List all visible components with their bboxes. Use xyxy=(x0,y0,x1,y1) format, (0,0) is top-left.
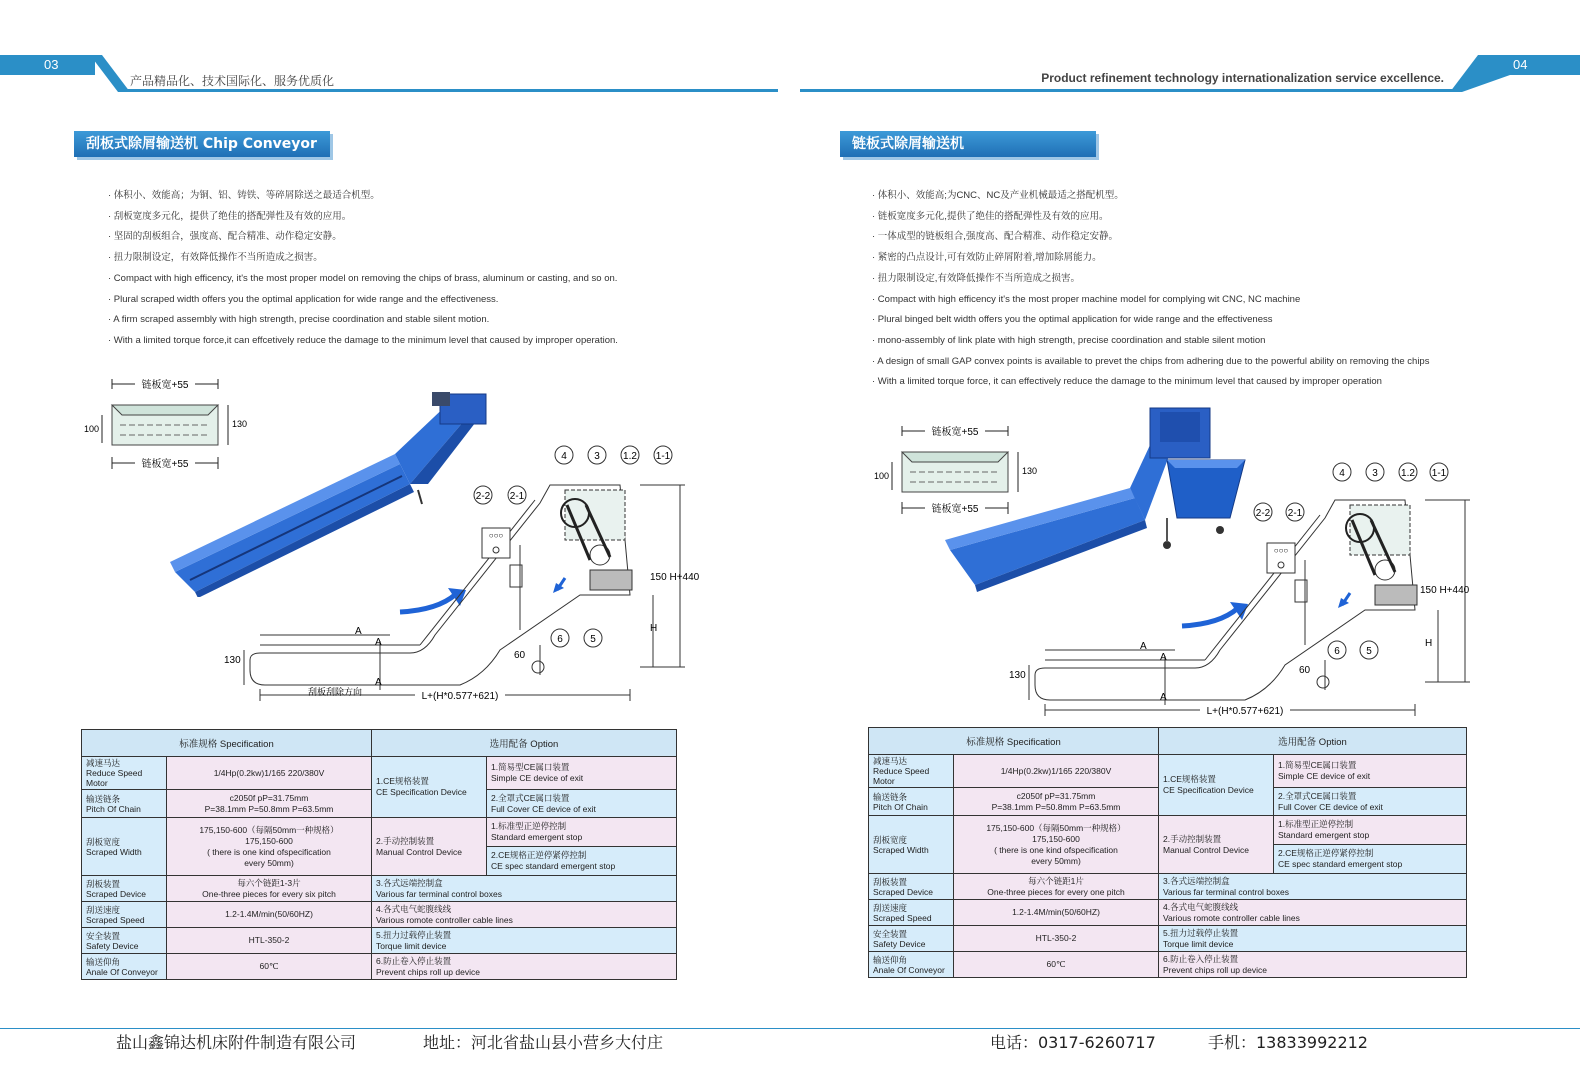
list-item: · 刮板宽度多元化，提供了绝佳的搭配弹性及有效的应用。 xyxy=(108,210,352,222)
dim-a-label: A xyxy=(375,677,382,688)
option-group: 1.CE规格装置 CE Specification Device xyxy=(1159,755,1274,816)
option-item: 4.各式电气蛇腹线线 Various romote controller cable lines xyxy=(1159,900,1467,926)
list-item: · With a limited torque force,it can effcetively reduce the damage to the minimum level that caused by improper operation. xyxy=(108,334,618,346)
table-cell: 1/4Hp(0.2kw)1/165 220/380V xyxy=(954,755,1159,788)
callout-label: 2-2 xyxy=(475,491,491,502)
left-section-title: 刮板式除屑输送机 Chip Conveyor xyxy=(74,131,330,157)
table-row-label: 输送仰角 Anale Of Conveyor xyxy=(869,952,954,978)
table-cell: 1.2-1.4M/min(50/60HZ) xyxy=(167,902,372,928)
callout-label: 5 xyxy=(590,634,596,645)
list-item: · 一体成型的链板组合,强度高、配合精准、动作稳定安静。 xyxy=(872,231,1118,243)
dim-150-label: 150 H+440 xyxy=(1420,585,1470,596)
dim-a-label: A xyxy=(1160,692,1167,703)
table-row-label: 刮板宽度 Scraped Width xyxy=(869,816,954,874)
option-item: 1.简易型CE属口装置 Simple CE device of exit xyxy=(1274,755,1467,788)
option-item: 4.各式电气蛇腹线线 Various romote controller cable lines xyxy=(372,902,677,928)
table-row-label: 刮送速度 Scraped Speed xyxy=(869,900,954,926)
list-item: · Plural binged belt width offers you the optimal application for wide range and the effectiveness xyxy=(872,314,1273,326)
table-cell: HTL-350-2 xyxy=(954,926,1159,952)
svg-text:○○○: ○○○ xyxy=(488,531,504,540)
option-item: 6.防止卷入停止装置 Prevent chips roll up device xyxy=(1159,952,1467,978)
svg-text:○○○: ○○○ xyxy=(1273,546,1289,555)
callout-label: 1-1 xyxy=(1431,468,1447,479)
callout-label: 1.2 xyxy=(623,451,637,462)
footer-address: 地址：河北省盐山县小营乡大付庄 xyxy=(423,1033,664,1052)
list-item: · Plural scraped width offers you the optimal application for wide range and the effectiveness. xyxy=(108,293,499,305)
dim-a-label: A xyxy=(355,626,362,637)
table-cell: c2050f pP=31.75mm P=38.1mm P=50.8mm P=63.5mm xyxy=(167,790,372,818)
dim-130-label: 130 xyxy=(1022,466,1038,476)
footer-mobile: 手机：13833992212 xyxy=(1208,1033,1368,1052)
table-cell: 60℃ xyxy=(954,952,1159,978)
page-number-left: 03 xyxy=(44,57,59,72)
list-item: · A firm scraped assembly with high strength, precise coordination and stable silent motion. xyxy=(108,314,490,326)
table-cell: 每六个链距1片 One-three pieces for every one pitch xyxy=(954,874,1159,900)
list-item: · 体积小、效能高;为CNC、NC及产业机械最适之搭配机型。 xyxy=(872,190,1124,201)
table-row-label: 刮板宽度 Scraped Width xyxy=(82,818,167,876)
option-item: 2.CE规格正逆停紧停控制 CE spec standard emergent stop xyxy=(1274,845,1466,873)
callout-label: 4 xyxy=(1339,468,1345,479)
option-item: 1.标准型正逆停控制 Standard emergent stop xyxy=(487,818,676,847)
dim-100-label: 100 xyxy=(84,424,100,434)
header-slant-left xyxy=(60,55,130,93)
scrape-direction-label: 刮板刮除方向 xyxy=(308,687,363,697)
option-group: 1.CE规格装置 CE Specification Device xyxy=(372,757,487,818)
option-item: 5.扭力过载停止装置 Torque limit device xyxy=(372,928,677,954)
header-slant-right xyxy=(1450,55,1510,93)
table-cell: 1.2-1.4M/min(50/60HZ) xyxy=(954,900,1159,926)
right-feature-list xyxy=(872,186,1429,393)
callout-label: 3 xyxy=(594,451,600,462)
table-row-label: 减速马达 Reduce Speed Motor xyxy=(82,757,167,790)
table-row-label: 减速马达 Reduce Speed Motor xyxy=(869,755,954,788)
list-item: · Compact with high efficency, it's the most proper model on removing the chips of brass, aluminum or casting, and so on. xyxy=(108,272,618,284)
left-technical-drawing xyxy=(220,445,705,710)
option-item: 3.各式远端控制盒 Various far terminal control boxes xyxy=(372,876,677,902)
dim-60-label: 60 xyxy=(514,650,526,661)
option-header: 选用配备 Option xyxy=(372,730,677,757)
list-item: · With a limited torque force, it can effectively reduce the damage to the minimum level that caused by improper operation xyxy=(872,376,1382,388)
table-cell: 1/4Hp(0.2kw)1/165 220/380V xyxy=(167,757,372,790)
dim-130-label: 130 xyxy=(1009,670,1026,681)
width-top-label: 链板宽+55 xyxy=(931,427,979,438)
option-item: 1.简易型CE属口装置 Simple CE device of exit xyxy=(487,757,677,790)
dim-h-label: H xyxy=(650,623,658,634)
left-feature-list xyxy=(108,186,618,352)
list-item: · 坚固的刮板组合，强度高、配合精准、动作稳定安静。 xyxy=(108,231,342,243)
right-technical-drawing xyxy=(1005,460,1490,720)
list-item: · 扭力限制设定,有效降低操作不当所造成之损害。 xyxy=(872,272,1080,284)
list-item: · 紧密的凸点设计,可有效防止碎屑附着,增加除屑能力。 xyxy=(872,252,1102,264)
option-group: 2.手动控制装置 Manual Control Device xyxy=(372,818,487,876)
dim-130-label: 130 xyxy=(232,419,248,429)
slogan-en: Product refinement technology internationalization service excellence. xyxy=(1041,71,1444,85)
dim-150-label: 150 H+440 xyxy=(650,572,700,583)
table-cell: c2050f pP=31.75mm P=38.1mm P=50.8mm P=63.5mm xyxy=(954,788,1159,816)
option-item: 2.全罩式CE属口装置 Full Cover CE device of exit xyxy=(487,790,677,818)
callout-label: 2-1 xyxy=(509,491,525,502)
header-rule-right xyxy=(800,89,1460,92)
table-cell: 175,150-600（每隔50mm一种规格） 175,150-600 ( there is one kind ofspecification every 50mm) xyxy=(954,816,1159,874)
length-formula-label: L+(H*0.577+621) xyxy=(1206,706,1284,717)
table-row-label: 刮板装置 Scraped Device xyxy=(82,876,167,902)
length-formula-label: L+(H*0.577+621) xyxy=(421,691,499,702)
list-item: · Compact with high efficency it's the most proper machine model for complying wit CNC, NC machine xyxy=(872,293,1301,305)
callout-label: 2-1 xyxy=(1287,508,1303,519)
dim-a-label: A xyxy=(375,637,382,648)
callout-label: 5 xyxy=(1366,646,1372,657)
callout-label: 4 xyxy=(561,451,567,462)
option-item: 3.各式远端控制盒 Various far terminal control boxes xyxy=(1159,874,1467,900)
callout-label: 6 xyxy=(1334,646,1340,657)
footer-company: 盐山鑫锦达机床附件制造有限公司 xyxy=(116,1033,357,1052)
table-row-label: 安全装置 Safety Device xyxy=(82,928,167,954)
dim-h-label: H xyxy=(1425,638,1433,649)
header-rule-left xyxy=(118,89,778,92)
option-item: 5.扭力过载停止装置 Torque limit device xyxy=(1159,926,1467,952)
table-cell: 60℃ xyxy=(167,954,372,980)
callout-label: 6 xyxy=(557,634,563,645)
width-bottom-label: 链板宽+55 xyxy=(931,504,979,515)
list-item: · 体积小、效能高；为铜、铝、铸铁、等碎屑除送之最适合机型。 xyxy=(108,190,380,201)
dim-a-label: A xyxy=(1160,652,1167,663)
page-number-right: 04 xyxy=(1513,57,1528,72)
dim-100-label: 100 xyxy=(874,471,890,481)
option-header: 选用配备 Option xyxy=(1159,728,1467,755)
width-top-label: 链板宽+55 xyxy=(141,380,189,391)
right-section-title: 链板式除屑输送机 xyxy=(840,131,1096,157)
table-row-label: 安全装置 Safety Device xyxy=(869,926,954,952)
table-row-label: 输送仰角 Anale Of Conveyor xyxy=(82,954,167,980)
list-item: · 扭力限制设定，有效降低操作不当所造成之损害。 xyxy=(108,252,323,264)
callout-label: 1.2 xyxy=(1401,468,1415,479)
callout-label: 2-2 xyxy=(1255,508,1271,519)
table-cell: 每六个链距1-3片 One-three pieces for every six pitch xyxy=(167,876,372,902)
slogan-cn: 产品精品化、技术国际化、服务优质化 xyxy=(130,74,335,88)
dim-130-label: 130 xyxy=(224,655,241,666)
spec-header: 标准规格 Specification xyxy=(82,730,372,757)
footer-phone: 电话：0317-6260717 xyxy=(990,1033,1156,1052)
table-cell: HTL-350-2 xyxy=(167,928,372,954)
spec-header: 标准规格 Specification xyxy=(869,728,1159,755)
right-spec-table xyxy=(868,727,1467,978)
option-item: 2.CE规格正逆停紧停控制 CE spec standard emergent stop xyxy=(487,847,676,875)
table-row-label: 刮板装置 Scraped Device xyxy=(869,874,954,900)
list-item: · mono-assembly of link plate with high strength, precise coordination and stable silent motion xyxy=(872,334,1266,346)
list-item: · A design of small GAP convex points is available to prevet the chips from adhering due to the powerful ability on removing the chips xyxy=(872,355,1430,367)
callout-label: 3 xyxy=(1372,468,1378,479)
table-row-label: 输送链条 Pitch Of Chain xyxy=(82,790,167,818)
table-row-label: 刮送速度 Scraped Speed xyxy=(82,902,167,928)
option-item: 2.全罩式CE属口装置 Full Cover CE device of exit xyxy=(1274,788,1467,816)
option-group: 2.手动控制装置 Manual Control Device xyxy=(1159,816,1274,874)
table-row-label: 输送链条 Pitch Of Chain xyxy=(869,788,954,816)
footer-rule xyxy=(0,1028,1580,1029)
option-item: 1.标准型正逆停控制 Standard emergent stop xyxy=(1274,816,1466,845)
dim-60-label: 60 xyxy=(1299,665,1311,676)
list-item: · 链板宽度多元化,提供了绝佳的搭配弹性及有效的应用。 xyxy=(872,210,1109,222)
dim-a-label: A xyxy=(1140,641,1147,652)
width-bottom-label: 链板宽+55 xyxy=(141,459,189,470)
left-spec-table xyxy=(81,729,677,980)
table-cell: 175,150-600（每隔50mm一种规格） 175,150-600 ( there is one kind ofspecification every 50mm) xyxy=(167,818,372,876)
option-item: 6.防止卷入停止装置 Prevent chips roll up device xyxy=(372,954,677,980)
callout-label: 1-1 xyxy=(655,451,671,462)
